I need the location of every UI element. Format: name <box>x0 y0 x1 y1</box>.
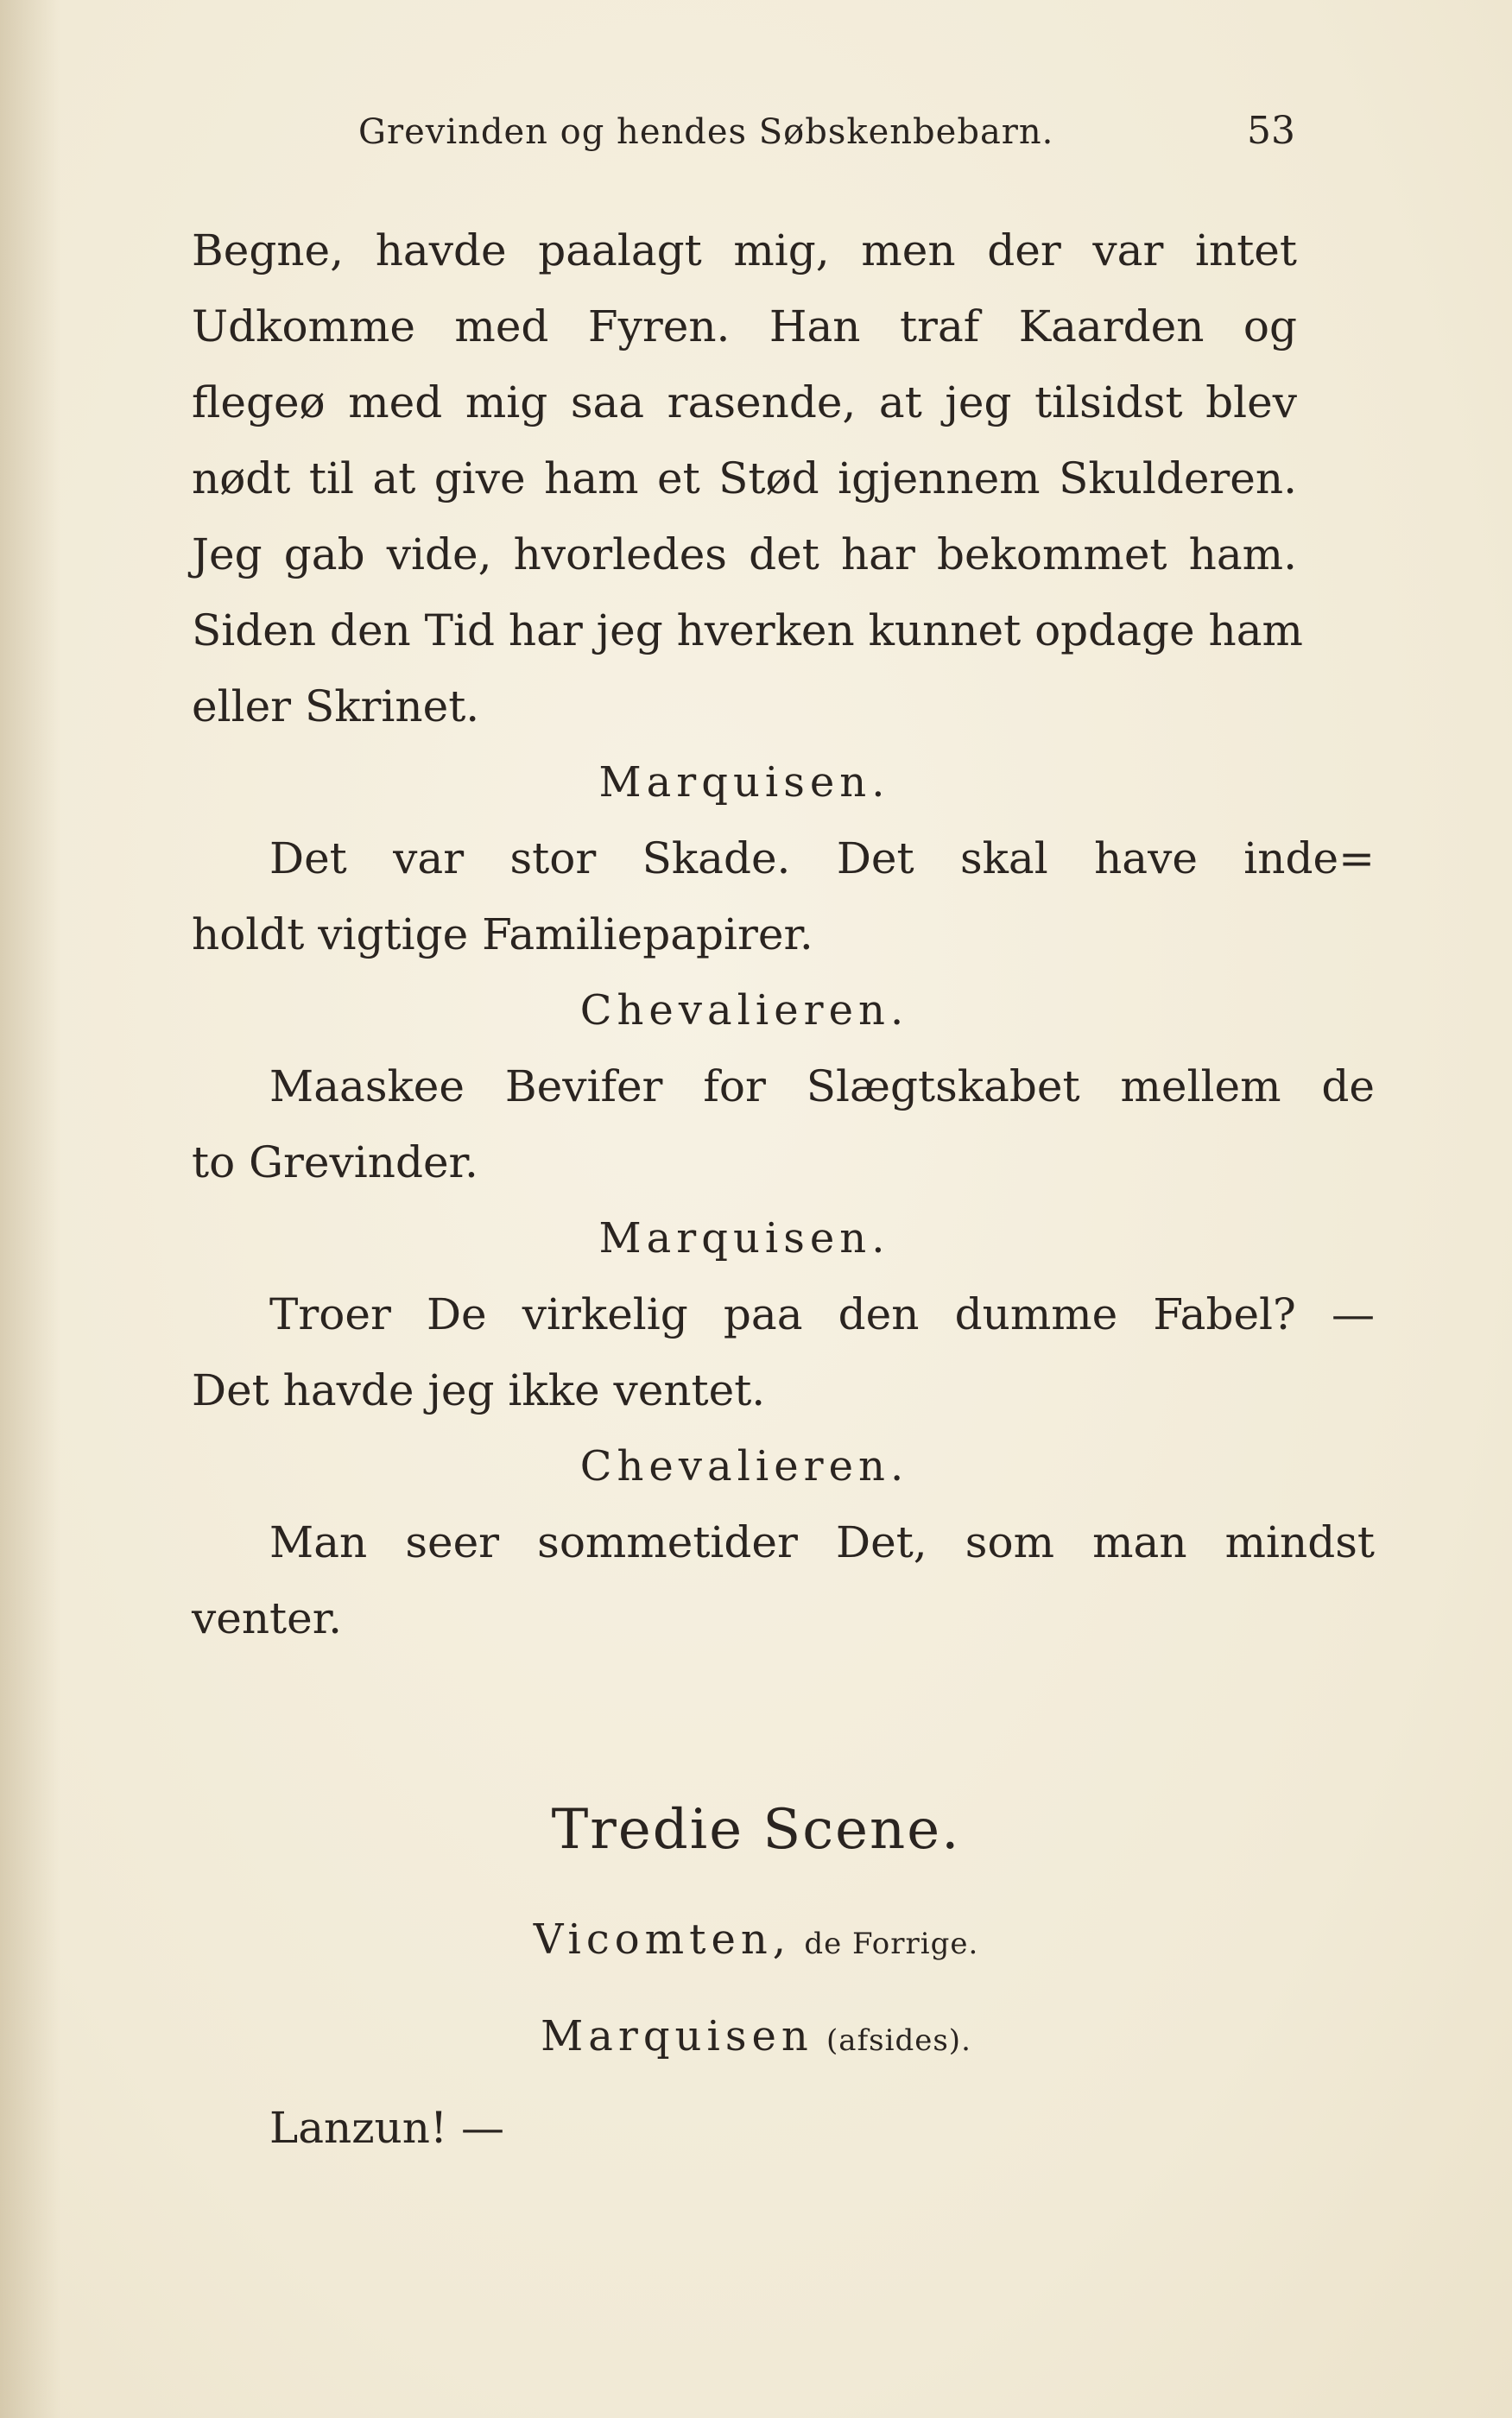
dialogue-line: Man seer sommetider Det, som man mindst <box>269 1517 1375 1567</box>
speaker-name: Chevalieren. <box>579 1442 909 1491</box>
body-line: Udkomme med Fyren. Han traf Kaarden og <box>192 301 1297 351</box>
cast-name: Vicomten, <box>533 1915 792 1964</box>
dialogue-line: venter. <box>192 1593 343 1643</box>
dialogue-line: Troer De virkelig paa den dumme Fabel? — <box>269 1289 1375 1339</box>
cast-note: de Forrige. <box>804 1927 979 1961</box>
cast-list <box>0 1915 1512 1964</box>
scene-speaker-line <box>0 2012 1512 2060</box>
stage-direction: (afsides). <box>826 2023 971 2058</box>
body-line: eller Skrinet. <box>192 681 480 731</box>
body-line: Siden den Tid har jeg hverken kunnet opdage ham <box>192 605 1303 655</box>
page-header <box>259 109 1295 164</box>
dialogue-line: Maaskee Bevifer for Slægtskabet mellem de <box>269 1061 1375 1111</box>
dialogue-line: holdt vigtige Familiepapirer. <box>192 909 813 959</box>
text-block <box>192 223 1375 1667</box>
dialogue-line: Det havde jeg ikke ventet. <box>192 1365 766 1415</box>
dialogue-line: Lanzun! — <box>269 2103 504 2153</box>
body-line: nødt til at give ham et Stød igjennem Skulderen. <box>192 453 1297 503</box>
body-line: flegeø med mig saa rasende, at jeg tilsidst blev <box>192 377 1297 427</box>
page-number: 53 <box>1247 109 1295 153</box>
dialogue-line: to Grevinder. <box>192 1137 478 1187</box>
body-line: Jeg gab vide, hvorledes det har bekommet ham. <box>192 529 1297 579</box>
speaker-name: Marquisen. <box>598 1214 890 1263</box>
body-line: Begne, havde paalagt mig, men der var intet <box>192 225 1297 275</box>
speaker-name: Marquisen <box>541 2012 813 2060</box>
dialogue-line: Det var stor Skade. Det skal have inde= <box>269 833 1375 883</box>
running-title: Grevinden og hendes Søbskenbebarn. <box>358 112 1054 152</box>
speaker-name: Marquisen. <box>598 758 890 807</box>
speaker-name: Chevalieren. <box>579 986 909 1035</box>
scene-title: Tredie Scene. <box>551 1798 961 1862</box>
